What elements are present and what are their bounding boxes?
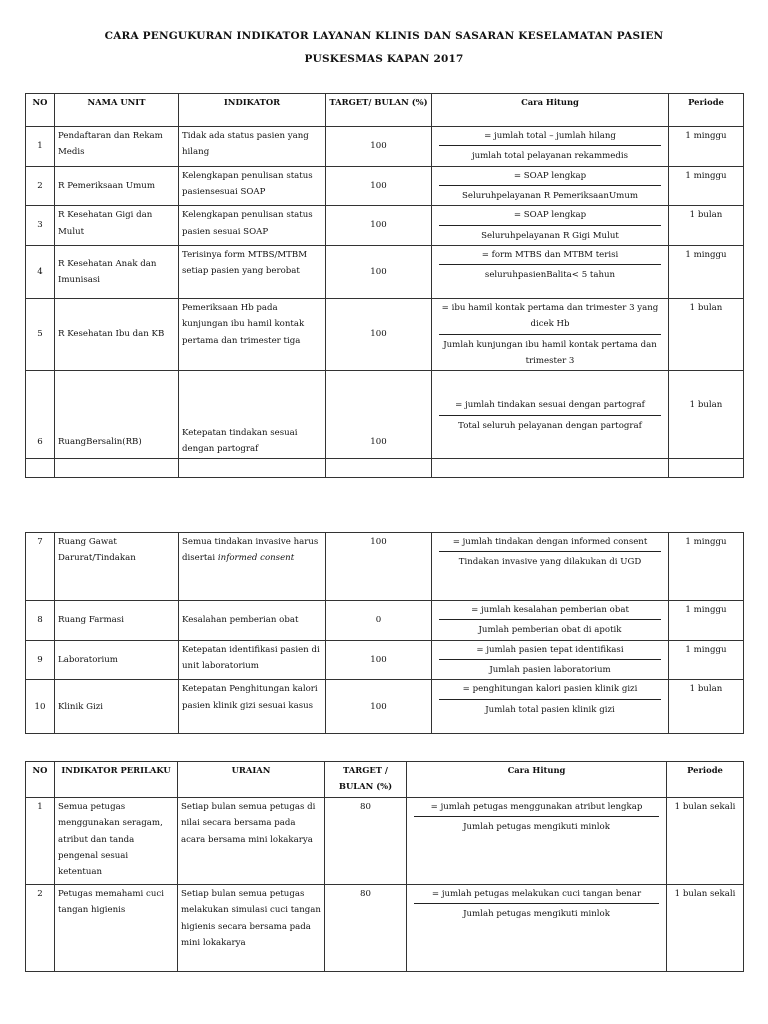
cell-unit: Klinik Gizi — [55, 680, 179, 734]
header-uraian: URAIAN — [178, 762, 325, 798]
header-nama-unit: NAMA UNIT — [55, 94, 179, 127]
formula-numerator: = jumlah pasien tepat identifikasi — [439, 642, 661, 660]
formula-numerator: = jumlah total – jumlah hilang — [439, 128, 661, 146]
cell-no: 4 — [26, 245, 55, 298]
cell-unit: Ruang Gawat Darurat/Tindakan — [55, 533, 179, 601]
cell-indikator: Kelengkapan penulisan status pasien sesuai SOAP — [179, 206, 326, 246]
formula-numerator: = SOAP lengkap — [439, 168, 661, 186]
cell-indikator: Ketepatan identifikasi pasien di unit laboratorium — [179, 640, 326, 680]
cell-no: 5 — [26, 298, 55, 370]
formula-numerator: = SOAP lengkap — [439, 207, 661, 225]
header-cara-hitung: Cara Hitung — [432, 94, 669, 127]
table-row — [26, 206, 744, 246]
cell-indikator: Tidak ada status pasien yang hilang — [179, 127, 326, 167]
table-header-row — [26, 94, 744, 127]
document-subtitle: PUSKESMAS KAPAN 2017 — [304, 53, 464, 65]
indikator-italic-text: informed consent — [217, 553, 295, 564]
header-target: TARGET / BULAN (%) — [325, 762, 407, 798]
cell-indikator: Ketepatan tindakan sesuai dengan partograf — [179, 371, 326, 459]
formula-numerator: = jumlah kesalahan pemberian obat — [439, 602, 661, 620]
header-indikator: INDIKATOR — [179, 94, 326, 127]
cell-periode: 1 minggu — [669, 640, 744, 680]
cell-indikator: Terisinya form MTBS/MTBM setiap pasien yang berobat — [179, 245, 326, 298]
cell-cara-hitung — [432, 640, 669, 680]
table-indikator-perilaku — [25, 761, 744, 972]
header-indikator-perilaku: INDIKATOR PERILAKU — [55, 762, 178, 798]
document-title: CARA PENGUKURAN INDIKATOR LAYANAN KLINIS DAN SASARAN KESELAMATAN PASIEN — [104, 30, 664, 42]
formula-denominator: Jumlah total pasien klinik gizi — [485, 704, 615, 715]
cell-no: 10 — [26, 680, 55, 734]
cell-no: 6 — [26, 371, 55, 459]
cell-indikator: Petugas memahami cuci tangan higienis — [55, 885, 178, 972]
table-row — [26, 798, 744, 885]
cell-periode: 1 bulan sekali — [667, 885, 744, 972]
formula-denominator: seluruhpasienBalita< 5 tahun — [484, 270, 616, 281]
table-header-row — [26, 762, 744, 798]
formula-numerator: = form MTBS dan MTBM terisi — [439, 247, 661, 265]
cell-target: 100 — [326, 533, 432, 601]
table-row — [26, 533, 744, 601]
header-no: NO — [26, 94, 55, 127]
cell-cara-hitung — [407, 798, 667, 885]
cell-uraian: Setiap bulan semua petugas di nilai secara bersama pada acara bersama mini lokakarya — [178, 798, 325, 885]
cell-indikator: Semua petugas menggunakan seragam, atribut dan tanda pengenal sesuai ketentuan — [55, 798, 178, 885]
header-periode: Periode — [667, 762, 744, 798]
cell-no: 9 — [26, 640, 55, 680]
header-no: NO — [26, 762, 55, 798]
cell-periode: 1 minggu — [669, 533, 744, 601]
cell-no: 1 — [26, 798, 55, 885]
cell-cara-hitung — [432, 601, 669, 641]
table-row — [26, 680, 744, 734]
table-row — [26, 601, 744, 641]
formula-numerator: = jumlah petugas melakukan cuci tangan benar — [414, 886, 659, 904]
cell-target: 100 — [326, 298, 432, 370]
cell-periode: 1 bulan sekali — [667, 798, 744, 885]
cell-periode: 1 bulan — [669, 206, 744, 246]
formula-numerator: = jumlah petugas menggunakan atribut lengkap — [414, 799, 659, 817]
cell-target: 0 — [326, 601, 432, 641]
cell-periode: 1 bulan — [669, 680, 744, 734]
cell-target: 80 — [325, 885, 407, 972]
formula-denominator: Tindakan invasive yang dilakukan di UGD — [458, 557, 642, 568]
table-indikator-layanan — [25, 93, 744, 478]
cell-indikator: Kelengkapan penulisan status pasiensesuai SOAP — [179, 166, 326, 206]
cell-cara-hitung — [432, 680, 669, 734]
cell-unit: R Kesehatan Ibu dan KB — [55, 298, 179, 370]
cell-no: 7 — [26, 533, 55, 601]
cell-target: 100 — [326, 206, 432, 246]
cell-periode: 1 bulan — [669, 298, 744, 370]
formula-denominator: Jumlah kunjungan ibu hamil kontak pertama dan trimester 3 — [443, 339, 657, 366]
cell-target: 100 — [326, 680, 432, 734]
cell-cara-hitung — [432, 371, 669, 459]
formula-denominator: Seluruhpelayanan R Gigi Mulut — [481, 230, 619, 241]
formula-numerator: = ibu hamil kontak pertama dan trimester 3 yang dicek Hb — [439, 300, 661, 335]
cell-target: 100 — [326, 371, 432, 459]
formula-numerator: = penghitungan kalori pasien klinik gizi — [439, 681, 661, 699]
formula-denominator: jumlah total pelayanan rekammedis — [471, 151, 629, 162]
table-row — [26, 371, 744, 459]
cell-indikator: Kesalahan pemberian obat — [179, 601, 326, 641]
formula-denominator: Jumlah pemberian obat di apotik — [478, 625, 622, 636]
cell-periode: 1 minggu — [669, 601, 744, 641]
cell-no: 2 — [26, 166, 55, 206]
formula-denominator: Jumlah petugas mengikuti minlok — [463, 822, 610, 833]
cell-cara-hitung — [432, 298, 669, 370]
cell-indikator — [179, 533, 326, 601]
cell-no: 3 — [26, 206, 55, 246]
table-indikator-layanan-lanjutan — [25, 532, 744, 734]
cell-no: 8 — [26, 601, 55, 641]
cell-no: 1 — [26, 127, 55, 167]
cell-indikator: Pemeriksaan Hb pada kunjungan ibu hamil kontak pertama dan trimester tiga — [179, 298, 326, 370]
cell-periode: 1 bulan — [669, 371, 744, 459]
cell-cara-hitung — [407, 885, 667, 972]
formula-denominator: Seluruhpelayanan R PemeriksaanUmum — [461, 190, 639, 201]
cell-unit: Pendaftaran dan Rekam Medis — [55, 127, 179, 167]
cell-no: 2 — [26, 885, 55, 972]
cell-cara-hitung — [432, 127, 669, 167]
header-periode: Periode — [669, 94, 744, 127]
cell-unit: Ruang Farmasi — [55, 601, 179, 641]
formula-denominator: Jumlah petugas mengikuti minlok — [463, 909, 610, 920]
cell-unit: R Kesehatan Anak dan Imunisasi — [55, 245, 179, 298]
cell-unit: RuangBersalin(RB) — [55, 371, 179, 459]
cell-unit: Laboratorium — [55, 640, 179, 680]
cell-target: 100 — [326, 640, 432, 680]
table-row — [26, 885, 744, 972]
cell-cara-hitung — [432, 533, 669, 601]
cell-periode: 1 minggu — [669, 245, 744, 298]
cell-target: 100 — [326, 166, 432, 206]
cell-uraian: Setiap bulan semua petugas melakukan simulasi cuci tangan higienis secara bersama pada mini lokakarya — [178, 885, 325, 972]
cell-target: 80 — [325, 798, 407, 885]
table-row — [26, 245, 744, 298]
cell-indikator: Ketepatan Penghitungan kalori pasien klinik gizi sesuai kasus — [179, 680, 326, 734]
table-row — [26, 640, 744, 680]
cell-periode: 1 minggu — [669, 127, 744, 167]
formula-denominator: Total seluruh pelayanan dengan partograf — [458, 420, 642, 431]
cell-target: 100 — [326, 245, 432, 298]
cell-cara-hitung — [432, 206, 669, 246]
cell-unit: R Kesehatan Gigi dan Mulut — [55, 206, 179, 246]
table-row-empty — [26, 459, 744, 478]
formula-numerator: = jumlah tindakan dengan informed consent — [439, 534, 661, 552]
cell-cara-hitung — [432, 245, 669, 298]
table-row — [26, 166, 744, 206]
table-row — [26, 298, 744, 370]
header-target: TARGET/ BULAN (%) — [326, 94, 432, 127]
header-cara-hitung: Cara Hitung — [407, 762, 667, 798]
cell-periode: 1 minggu — [669, 166, 744, 206]
formula-numerator: = jumlah tindakan sesuai dengan partograf — [439, 397, 661, 415]
cell-cara-hitung — [432, 166, 669, 206]
formula-denominator: Jumlah pasien laboratorium — [489, 664, 611, 675]
table-row — [26, 127, 744, 167]
indikator-text: Semua tindakan invasive harus disertai — [182, 537, 319, 564]
cell-target: 100 — [326, 127, 432, 167]
cell-unit: R Pemeriksaan Umum — [55, 166, 179, 206]
